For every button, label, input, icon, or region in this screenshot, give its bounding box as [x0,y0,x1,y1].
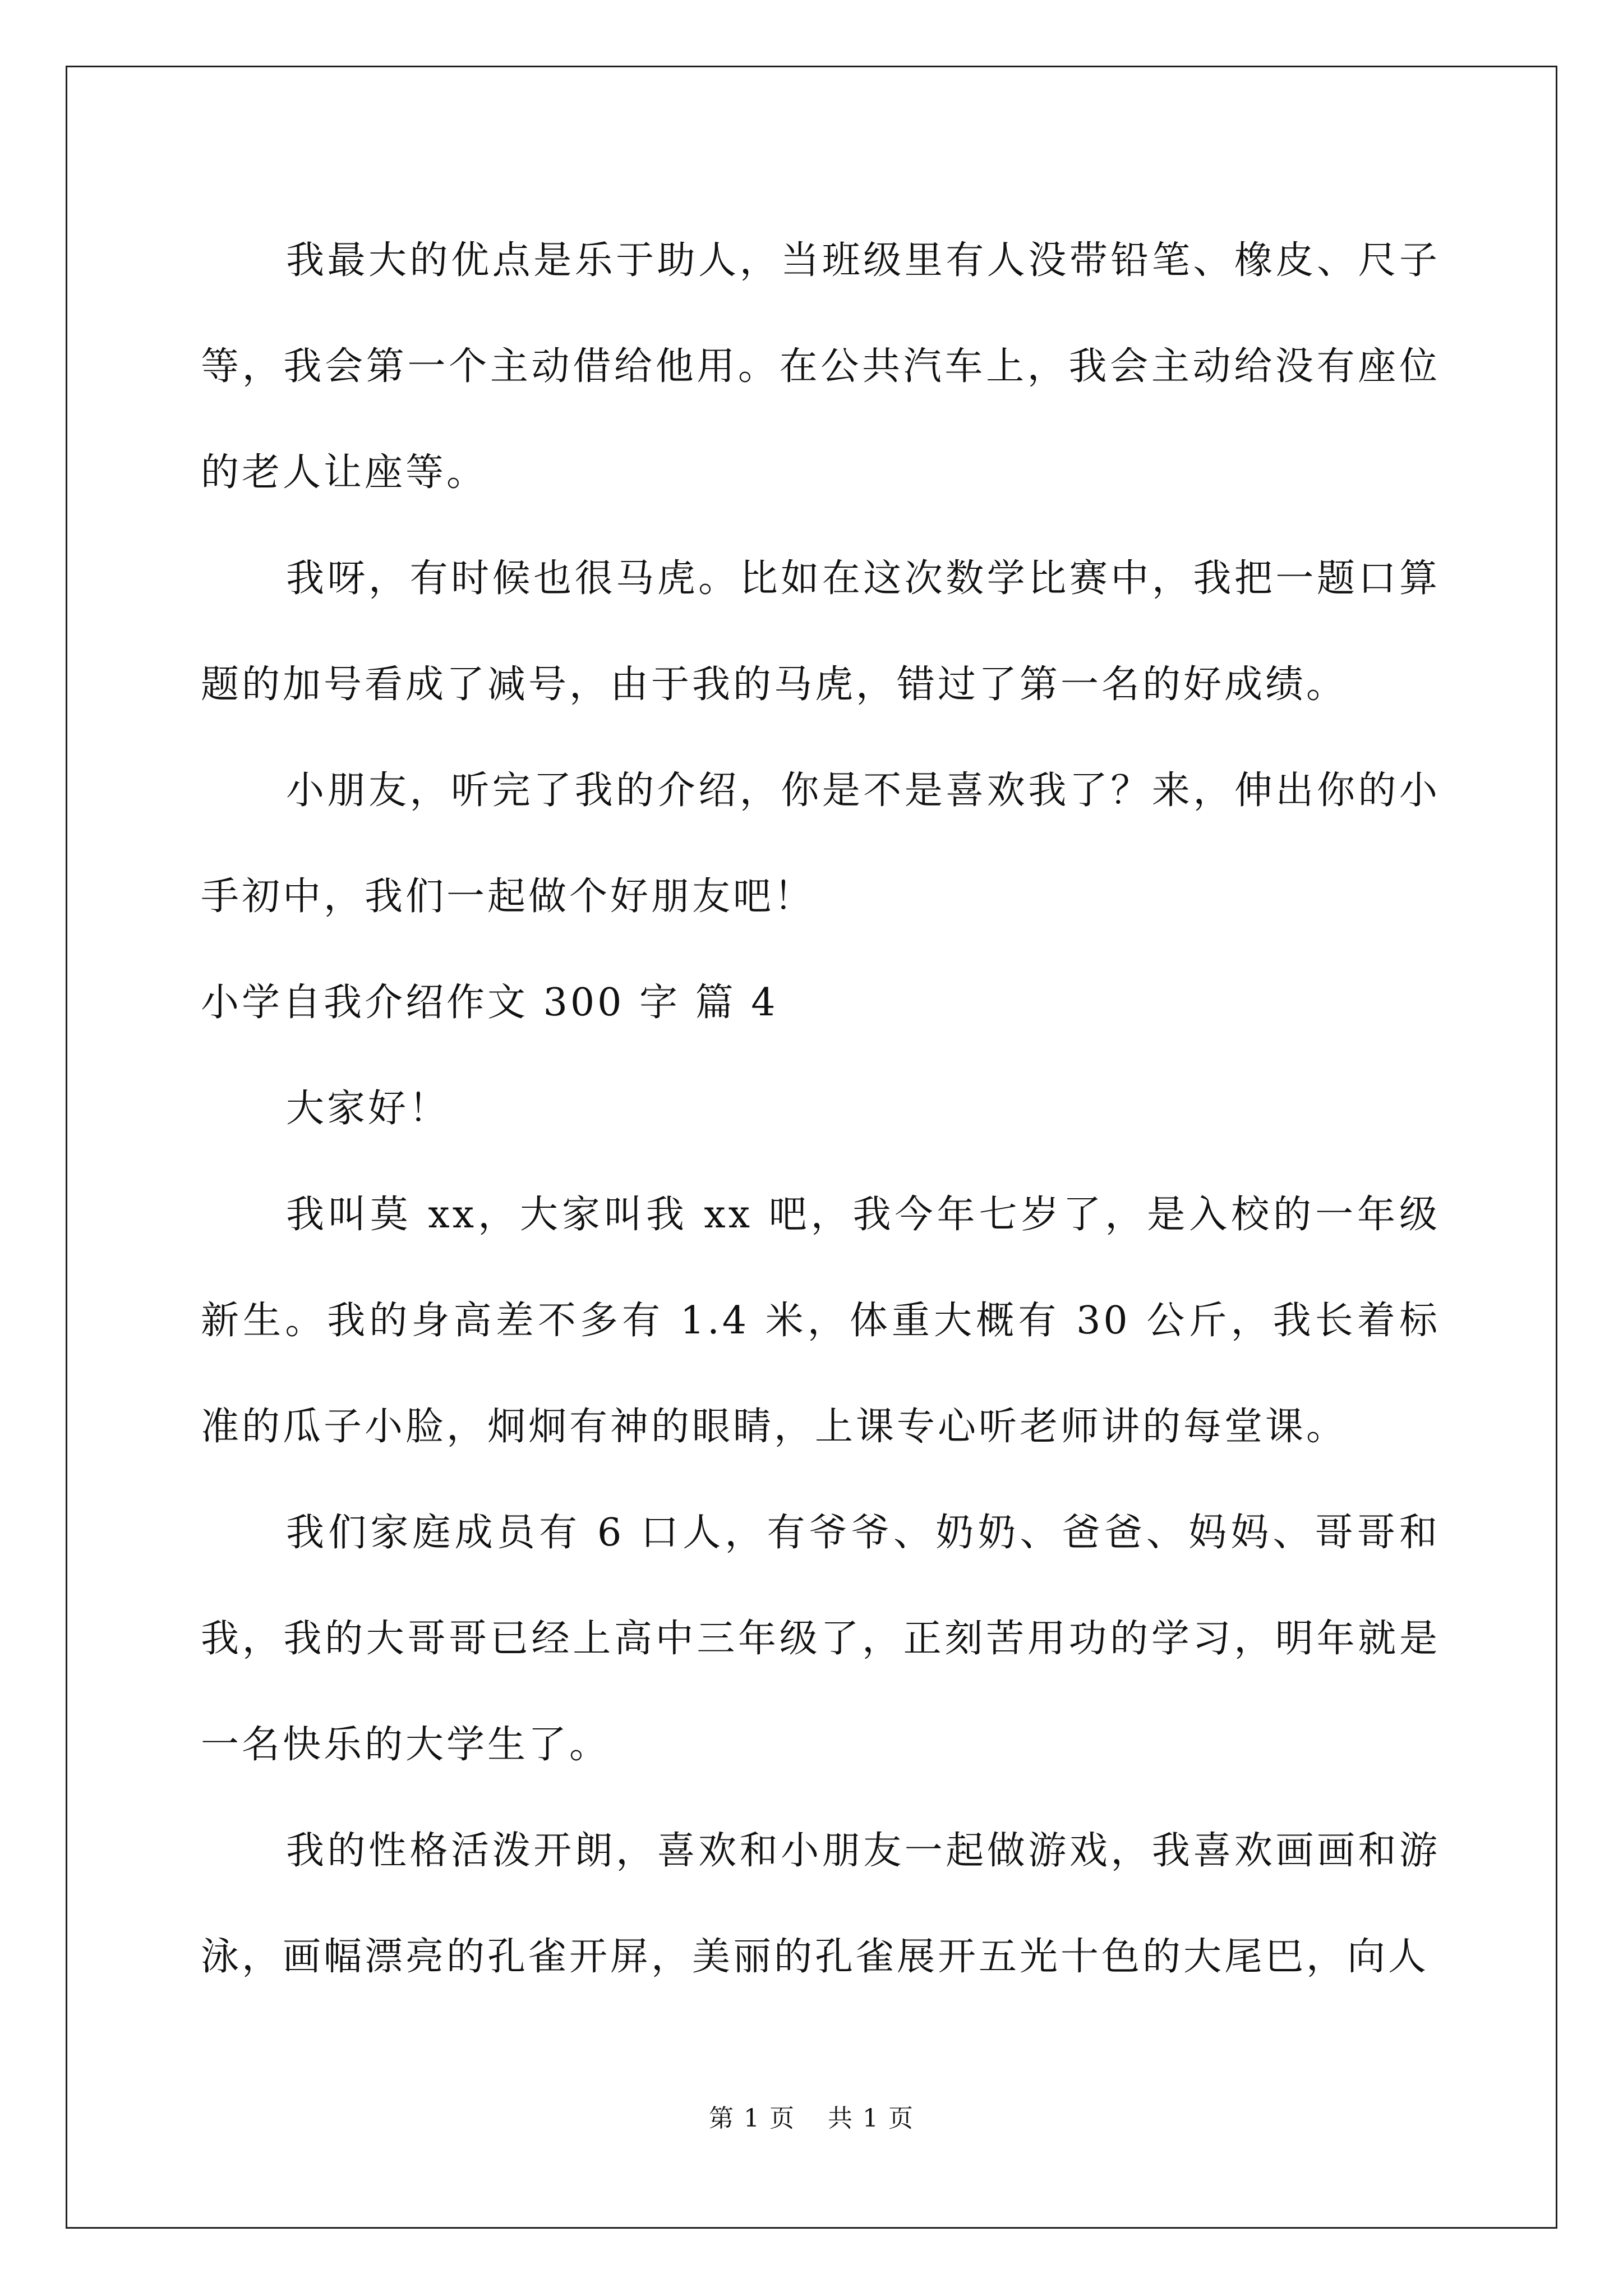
page-number: 第 1 页 [709,2104,795,2133]
paragraph-greeting: 大家好！ [286,1087,450,1131]
page-total: 共 1 页 [828,2104,914,2133]
page-footer [0,2098,1623,2134]
paragraph-careless: 我呀，有时候也很马虎。比如在这次数学比赛中，我把一题口算题的加号看成了减号，由于我的马虎，错过了第一名的好成绩。 [201,556,1440,707]
paragraph-friends: 小朋友，听完了我的介绍，你是不是喜欢我了？来，伸出你的小手初中，我们一起做个好朋友吧！ [201,769,1440,919]
document-body [201,208,1440,2010]
paragraph-personality: 我的性格活泼开朗，喜欢和小朋友一起做游戏，我喜欢画画和游泳，画幅漂亮的孔雀开屏，美丽的孔雀展开五光十色的大尾巴，向人 [201,1829,1440,1979]
essay-heading: 小学自我介绍作文 300 字 篇 4 [201,981,778,1025]
paragraph-helpful: 我最大的优点是乐于助人，当班级里有人没带铅笔、橡皮、尺子等，我会第一个主动借给他用。在公共汽车上，我会主动给没有座位的老人让座等。 [201,238,1440,495]
paragraph-self-intro: 我叫莫 xx，大家叫我 xx 吧，我今年七岁了，是入校的一年级新生。我的身高差不多有 1.4 米，体重大概有 30 公斤，我长着标准的瓜子小脸，炯炯有神的眼睛，上课专心听老师讲的每堂课。 [201,1193,1440,1449]
paragraph-family: 我们家庭成员有 6 口人，有爷爷、奶奶、爸爸、妈妈、哥哥和我，我的大哥哥已经上高中三年级了，正刻苦用功的学习，明年就是一名快乐的大学生了。 [201,1511,1440,1767]
